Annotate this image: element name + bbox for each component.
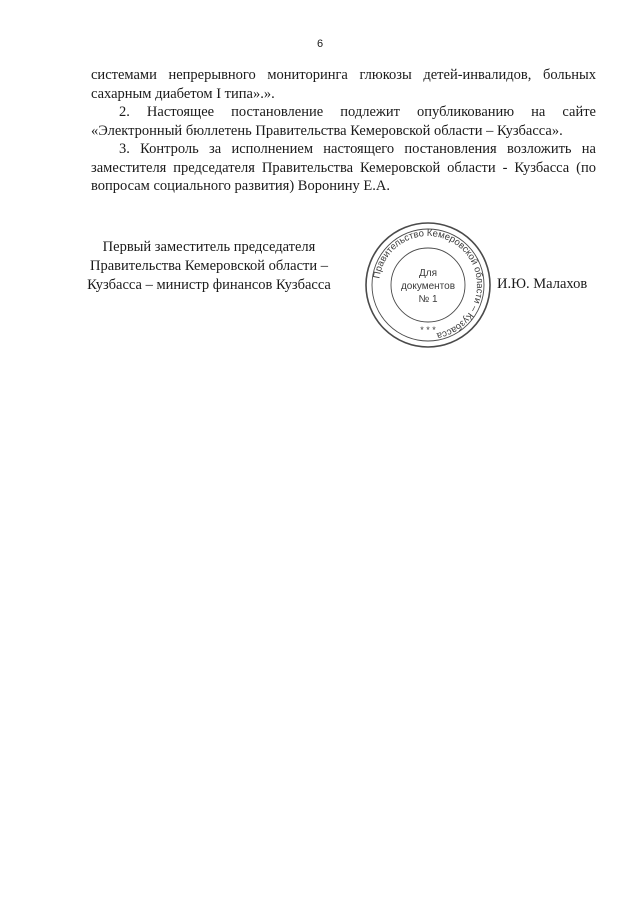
signer-title-line-1: Первый заместитель председателя [102,239,316,255]
stamp-center-line-3: № 1 [418,294,438,305]
stamp-center-line-1: Для [418,268,438,279]
stamp-center-line-2: документов [400,281,456,292]
paragraph-3: 3. Контроль за исполнением настоящего постановления возложить на заместителя председателя Правительства Кемеровской области - Кузбасса (по вопросам социального развития) Воронину Е.А. [91,141,596,194]
signer-title [84,238,334,295]
stamp-stars: * * * [420,325,436,335]
signer-name: И.Ю. Малахов [497,276,588,292]
paragraph-1: системами непрерывного мониторинга глюкозы детей-инвалидов, больных сахарным диабетом I типа».». [91,67,596,102]
page-number: 6 [316,38,324,50]
paragraph-2: 2. Настоящее постановление подлежит опубликованию на сайте «Электронный бюллетень Правительства Кемеровской области – Кузбасса». [91,104,596,139]
document-body [91,66,596,196]
stamp-ring-text: Правительство Кемеровской области – Кузбасса [371,227,486,342]
official-stamp [361,218,495,352]
signer-title-line-3: Кузбасса – министр финансов Кузбасса [87,277,331,293]
signer-title-line-2: Правительства Кемеровской области – [89,258,329,274]
stamp-graphic [361,218,495,352]
